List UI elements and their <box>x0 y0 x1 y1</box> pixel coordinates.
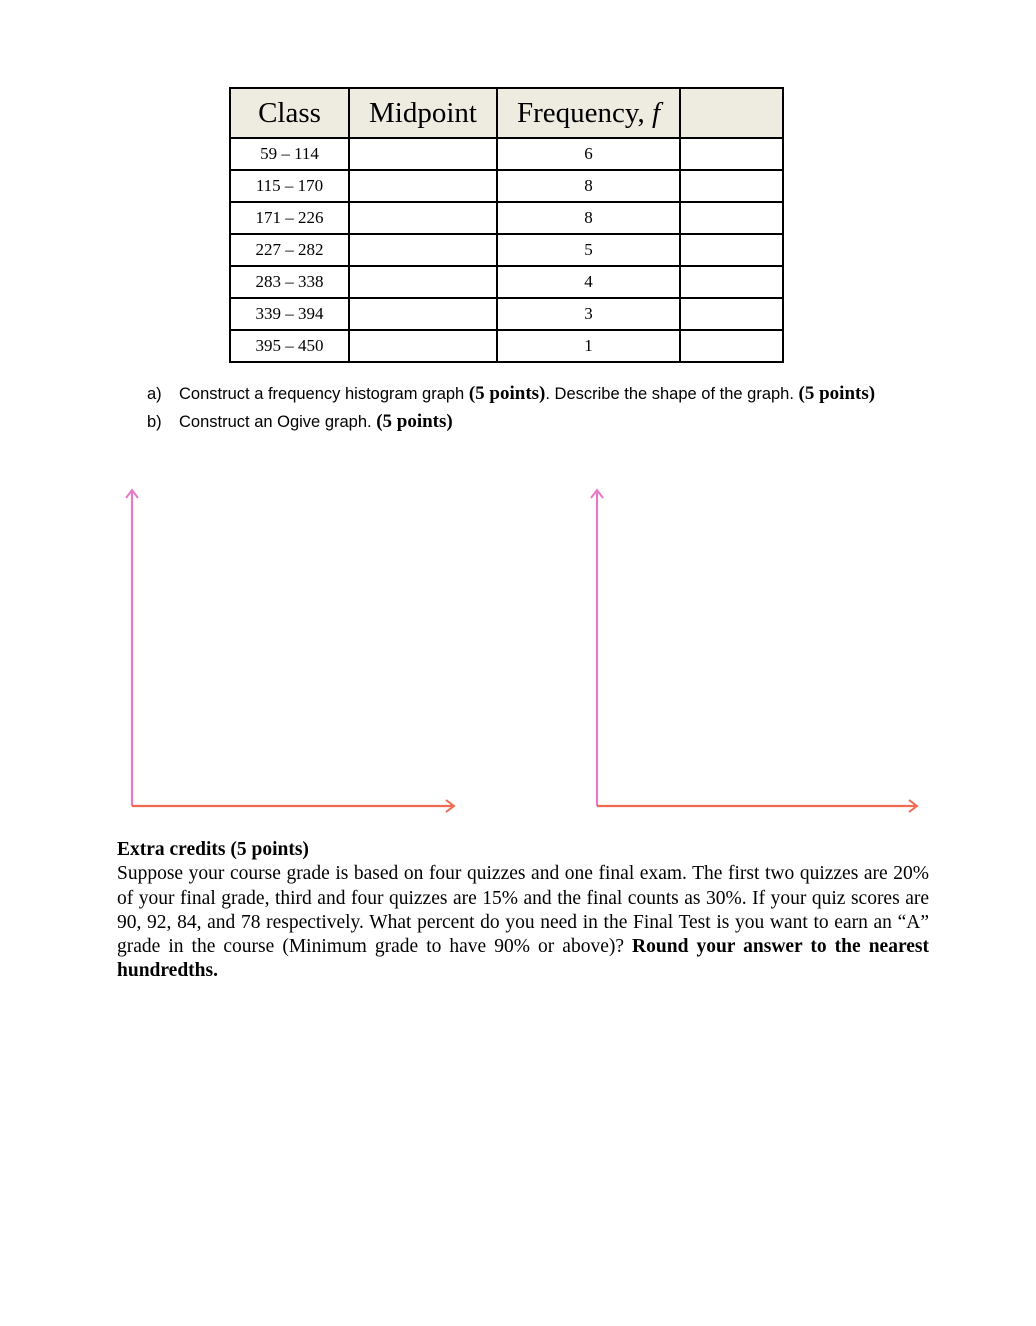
question-a-letter: a) <box>147 385 162 403</box>
cell-midpoint <box>349 138 497 170</box>
cell-class: 115 – 170 <box>230 170 349 202</box>
cell-midpoint <box>349 202 497 234</box>
question-a-text-1: Construct a frequency histogram graph <box>179 385 469 403</box>
extra-credit-title: Extra credits <box>117 839 231 860</box>
extra-credit-emphasis: Round your answer to the nearest hundredths. <box>117 936 929 982</box>
header-frequency <box>497 88 680 138</box>
table-row <box>230 234 783 266</box>
cell-extra <box>680 330 783 362</box>
header-class: Class <box>230 88 349 138</box>
header-frequency-symbol: f <box>651 96 661 129</box>
question-b-letter: b) <box>147 413 162 431</box>
question-a-text-2: . Describe the shape of the graph. <box>545 385 799 403</box>
table-row <box>230 170 783 202</box>
question-a-points-2 <box>799 383 876 404</box>
ogive-axes <box>585 480 925 820</box>
cell-extra <box>680 202 783 234</box>
question-b-points-1 <box>376 411 453 432</box>
cell-frequency: 8 <box>497 170 680 202</box>
table-row <box>230 138 783 170</box>
frequency-table <box>229 87 784 363</box>
question-a-points-2-text: (5 points) <box>798 383 876 404</box>
cell-frequency: 1 <box>497 330 680 362</box>
header-midpoint: Midpoint <box>349 88 497 138</box>
cell-extra <box>680 138 783 170</box>
question-b-points-1-text: (5 points) <box>376 411 453 432</box>
extra-credit-body <box>117 862 929 983</box>
cell-midpoint <box>349 298 497 330</box>
cell-extra <box>680 298 783 330</box>
table-header-row <box>230 88 783 138</box>
question-b <box>147 411 453 433</box>
question-b-text-1: Construct an Ogive graph. <box>179 413 377 431</box>
question-a <box>147 383 875 405</box>
cell-class: 171 – 226 <box>230 202 349 234</box>
cell-class: 59 – 114 <box>230 138 349 170</box>
cell-class: 339 – 394 <box>230 298 349 330</box>
cell-extra <box>680 266 783 298</box>
cell-class: 395 – 450 <box>230 330 349 362</box>
cell-frequency: 5 <box>497 234 680 266</box>
table-row <box>230 266 783 298</box>
question-a-points-1-text: (5 points) <box>468 383 546 404</box>
table-row <box>230 330 783 362</box>
table-row <box>230 202 783 234</box>
cell-extra <box>680 170 783 202</box>
cell-midpoint <box>349 170 497 202</box>
extra-credit-section <box>117 838 929 984</box>
extra-credit-heading <box>117 838 929 862</box>
table-row <box>230 298 783 330</box>
cell-frequency: 4 <box>497 266 680 298</box>
cell-extra <box>680 234 783 266</box>
cell-class: 283 – 338 <box>230 266 349 298</box>
cell-frequency: 8 <box>497 202 680 234</box>
cell-midpoint <box>349 266 497 298</box>
question-a-points-1 <box>469 383 546 404</box>
cell-class: 227 – 282 <box>230 234 349 266</box>
histogram-axes <box>120 480 460 820</box>
cell-frequency: 6 <box>497 138 680 170</box>
extra-credit-points: (5 points) <box>230 839 309 860</box>
header-extra <box>680 88 783 138</box>
header-frequency-label: Frequency, <box>516 96 652 129</box>
cell-midpoint <box>349 330 497 362</box>
extra-credit-body-text: Suppose your course grade is based on four quizzes and one final exam. The first two quizzes are 20% of your final grade, third and four quizzes are 15% and the final counts as 30%. If your quiz scores are 90, 92, 84, and 78 respectively. What percent do you need in the Final Test is you want to earn an “A” grade in the course (Minimum grade to have 90% or above)? <box>117 863 929 958</box>
cell-frequency: 3 <box>497 298 680 330</box>
cell-midpoint <box>349 234 497 266</box>
